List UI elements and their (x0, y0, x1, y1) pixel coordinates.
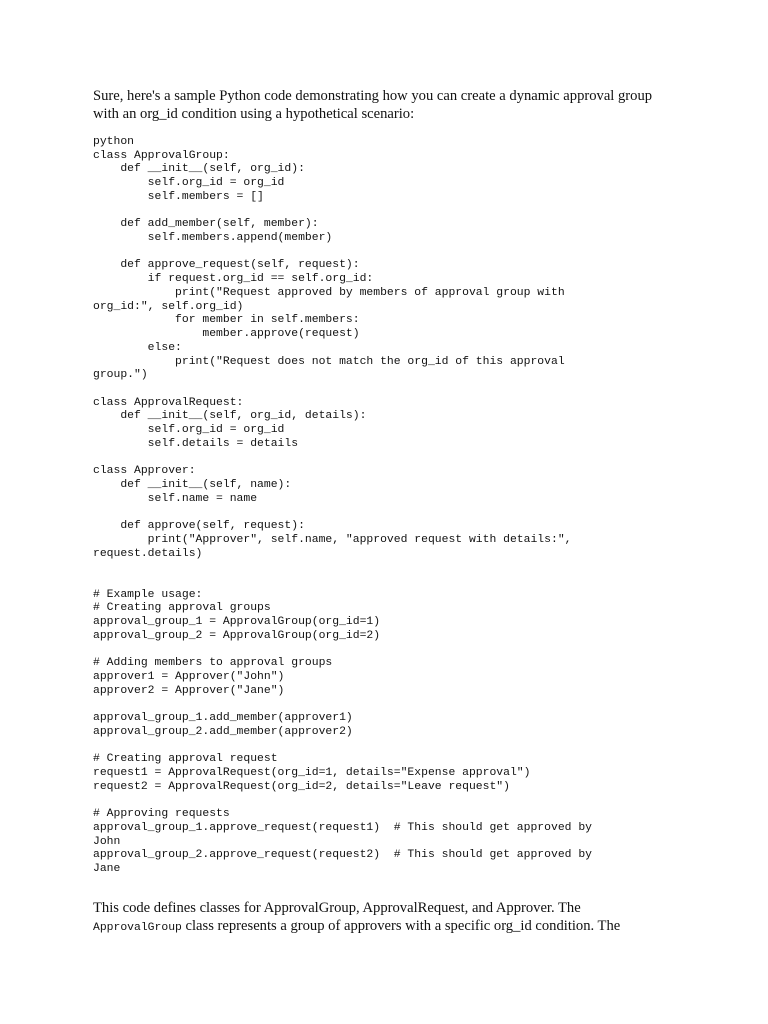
code-line: def __init__(self, org_id): (93, 163, 305, 176)
code-line: python (93, 136, 135, 148)
code-line: class ApprovalGroup: (93, 149, 230, 162)
code-line: self.members = [] (93, 190, 264, 203)
code-line: self.details = details (93, 437, 299, 450)
code-line: def __init__(self, name): (93, 478, 292, 491)
code-line: org_id:", self.org_id) (93, 300, 244, 313)
code-line: print("Approver", self.name, "approved request with details:", (93, 533, 572, 546)
code-line: def approve(self, request): (93, 520, 305, 533)
python-code-block (93, 136, 592, 877)
code-line: self.members.append(member) (93, 232, 333, 245)
code-line: request.details) (93, 547, 203, 560)
code-line: self.org_id = org_id (93, 177, 285, 190)
code-line: for member in self.members: (93, 314, 360, 327)
explanation-line-1: This code defines classes for ApprovalGroup, ApprovalRequest, and Approver. The (93, 900, 581, 916)
code-line: self.name = name (93, 492, 258, 505)
code-line: self.org_id = org_id (93, 424, 285, 437)
explanation-paragraph (93, 900, 673, 937)
code-line: def approve_request(self, request): (93, 259, 360, 272)
code-line: print("Request approved by members of approval group with (93, 286, 565, 299)
code-line: else: (93, 341, 182, 354)
code-line: class ApprovalRequest: (93, 396, 244, 409)
code-line: request2 = ApprovalRequest(org_id=2, details="Leave request") (93, 780, 510, 793)
code-line: def __init__(self, org_id, details): (93, 410, 367, 423)
code-line: # Creating approval request (93, 753, 278, 766)
code-line: group.") (93, 369, 148, 382)
code-line: print("Request does not match the org_id of this approval (93, 355, 565, 368)
code-line: approval_group_1 = ApprovalGroup(org_id=1) (93, 616, 381, 629)
code-line: approval_group_2.add_member(approver2) (93, 725, 353, 738)
code-line: def add_member(self, member): (93, 218, 319, 231)
explanation-line-2: class represents a group of approvers with a specific org_id condition. The (181, 917, 621, 934)
code-line: approver1 = Approver("John") (93, 671, 285, 684)
code-line: approver2 = Approver("Jane") (93, 684, 285, 697)
code-line: # Creating approval groups (93, 602, 271, 615)
code-line: John (93, 835, 121, 848)
code-line: # Approving requests (93, 808, 230, 821)
code-line: Jane (93, 863, 121, 876)
code-line: approval_group_2.approve_request(request2) # This should get approved by (93, 849, 592, 862)
code-line: approval_group_1.approve_request(request1) # This should get approved by (93, 821, 592, 834)
code-line: request1 = ApprovalRequest(org_id=1, details="Expense approval") (93, 767, 531, 780)
code-line: member.approve(request) (93, 328, 360, 341)
code-line: class Approver: (93, 465, 196, 478)
inline-code-approvalgroup: ApprovalGroup (93, 921, 182, 934)
code-line: approval_group_2 = ApprovalGroup(org_id=2) (93, 629, 381, 642)
code-line: if request.org_id == self.org_id: (93, 273, 374, 286)
code-line: approval_group_1.add_member(approver1) (93, 712, 353, 725)
code-line: # Adding members to approval groups (93, 657, 333, 670)
code-line: # Example usage: (93, 588, 203, 601)
intro-paragraph: Sure, here's a sample Python code demonstrating how you can create a dynamic approval group with an org_id condition using a hypothetical scenario: (93, 88, 653, 122)
